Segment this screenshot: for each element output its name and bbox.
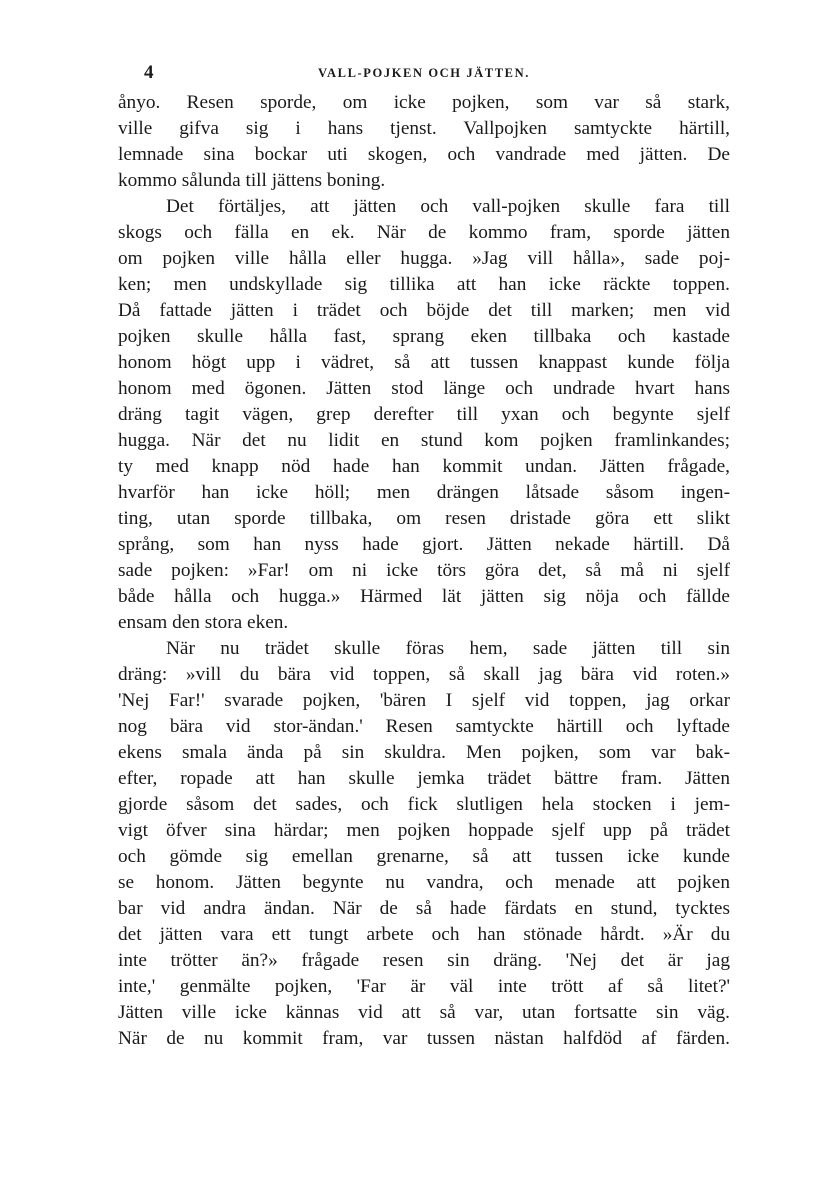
- text-line: inte,' genmälte pojken, 'Far är väl inte trött af så litet?': [118, 976, 730, 997]
- text-line: 'Nej Far!' svarade pojken, 'bären I sjelf vid toppen, jag orkar: [118, 690, 730, 711]
- text-line: och gömde sig emellan grenarne, så att tussen icke kunde: [118, 846, 730, 867]
- page-header: [118, 62, 730, 86]
- text-line: hugga. När det nu lidit en stund kom pojken framlinkandes;: [118, 430, 730, 451]
- text-line: När de nu kommit fram, var tussen nästan halfdöd af färden.: [118, 1028, 730, 1049]
- text-line: ekens smala ända på sin skuldra. Men pojken, som var bak-: [118, 742, 730, 763]
- text-line: vigt öfver sina härdar; men pojken hoppade sjelf upp på trädet: [118, 820, 730, 841]
- text-line: nog bära vid stor-ändan.' Resen samtyckte härtill och lyftade: [118, 716, 730, 737]
- text-line: Då fattade jätten i trädet och böjde det till marken; men vid: [118, 300, 730, 321]
- text-line: dräng: »vill du bära vid toppen, så skall jag bära vid roten.»: [118, 664, 730, 685]
- text-line: gjorde såsom det sades, och fick slutligen hela stocken i jem-: [118, 794, 730, 815]
- text-line: ånyo. Resen sporde, om icke pojken, som var så stark,: [118, 92, 730, 113]
- running-title: VALL-POJKEN OCH JÄTTEN.: [318, 66, 530, 80]
- page-number: 4: [144, 62, 154, 83]
- text-line: lemnade sina bockar uti skogen, och vandrade med jätten. De: [118, 144, 730, 165]
- text-line: honom med ögonen. Jätten stod länge och undrade hvart hans: [118, 378, 730, 399]
- text-line: ensam den stora eken.: [118, 612, 289, 633]
- text-line: När nu trädet skulle föras hem, sade jätten till sin: [166, 638, 730, 659]
- text-line: bar vid andra ändan. När de så hade färdats en stund, tycktes: [118, 898, 730, 919]
- text-line: Det förtäljes, att jätten och vall-pojken skulle fara till: [166, 196, 730, 217]
- text-line: det jätten vara ett tungt arbete och han stönade hårdt. »Är du: [118, 924, 730, 945]
- text-line: både hålla och hugga.» Härmed lät jätten sig nöja och fällde: [118, 586, 730, 607]
- text-line: ting, utan sporde tillbaka, om resen dristade göra ett slikt: [118, 508, 730, 529]
- text-line: se honom. Jätten begynte nu vandra, och menade att pojken: [118, 872, 730, 893]
- text-line: ken; men undskyllade sig tillika att han icke räckte toppen.: [118, 274, 730, 295]
- text-line: dräng tagit vägen, grep derefter till yxan och begynte sjelf: [118, 404, 730, 425]
- text-line: inte trötter än?» frågade resen sin dräng. 'Nej det är jag: [118, 950, 730, 971]
- text-line: sade pojken: »Far! om ni icke törs göra det, så må ni sjelf: [118, 560, 730, 581]
- body-text: [118, 90, 730, 1052]
- text-line: ty med knapp nöd hade han kommit undan. Jätten frågade,: [118, 456, 730, 477]
- text-line: ville gifva sig i hans tjenst. Vallpojken samtyckte härtill,: [118, 118, 730, 139]
- text-line: honom högt upp i vädret, så att tussen knappast kunde följa: [118, 352, 730, 373]
- text-line: hvarför han icke höll; men drängen låtsade såsom ingen-: [118, 482, 730, 503]
- text-line: pojken skulle hålla fast, sprang eken tillbaka och kastade: [118, 326, 730, 347]
- text-line: kommo sålunda till jättens boning.: [118, 170, 386, 191]
- text-line: om pojken ville hålla eller hugga. »Jag vill hålla», sade poj-: [118, 248, 730, 269]
- text-line: skogs och fälla en ek. När de kommo fram, sporde jätten: [118, 222, 730, 243]
- text-line: språng, som han nyss hade gjort. Jätten nekade härtill. Då: [118, 534, 730, 555]
- text-line: Jätten ville icke kännas vid att så var, utan fortsatte sin väg.: [118, 1002, 730, 1023]
- text-line: efter, ropade att han skulle jemka trädet bättre fram. Jätten: [118, 768, 730, 789]
